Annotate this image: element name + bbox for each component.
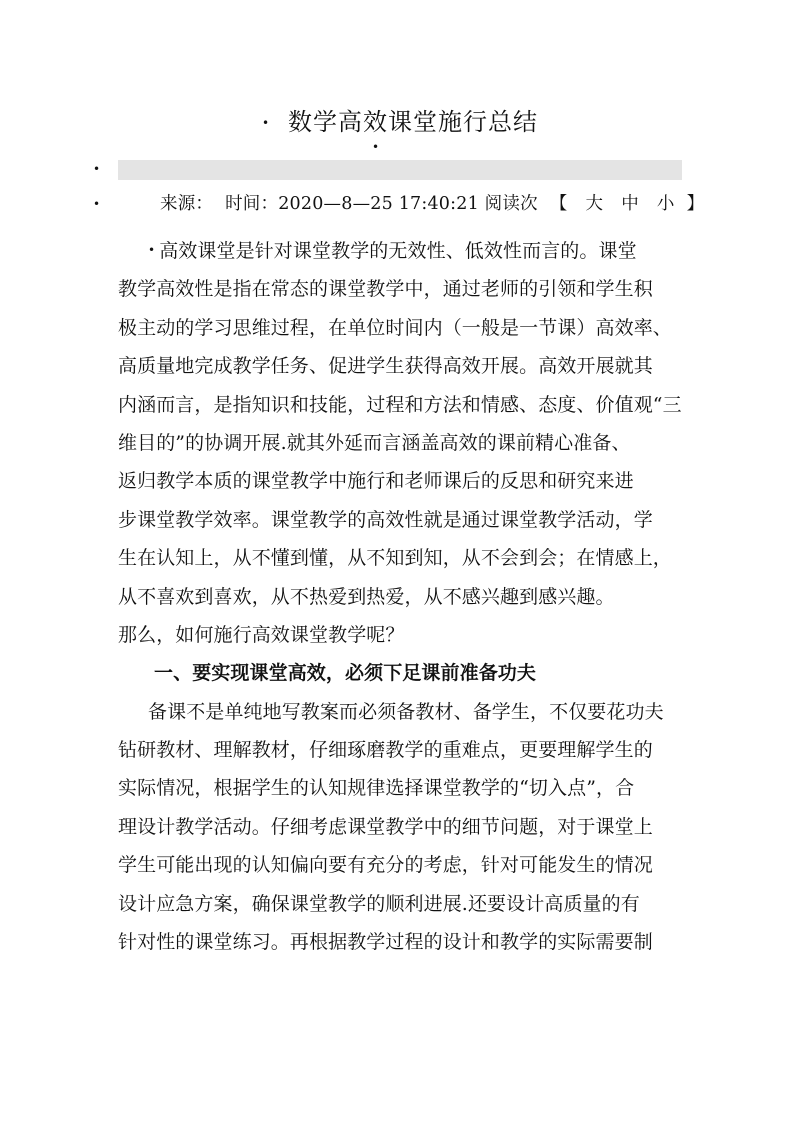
page-title	[0, 102, 800, 137]
paragraph-line: 生在认知上，从不懂到懂，从不知到知，从不会到会；在情感上，	[118, 547, 672, 570]
paragraph-line: 实际情况，根据学生的认知规律选择课堂教学的“切入点”，合	[118, 777, 635, 800]
font-size-small-button[interactable]: 小	[656, 194, 675, 214]
paragraph-line: 维目的”的协调开展.就其外延而言涵盖高效的课前精心准备、	[118, 431, 631, 454]
paragraph-line: 备课不是单纯地写教案而必须备教材、备学生，不仅要花功夫	[148, 700, 664, 723]
source-label: 来源：	[160, 194, 214, 214]
paragraph-line: 极主动的学习思维过程，在单位时间内（一般是一节课）高效率、	[118, 316, 672, 339]
paragraph-line: 步课堂教学效率。课堂教学的高效性就是通过课堂教学活动，学	[118, 508, 653, 531]
bullet-marker: •	[93, 197, 101, 211]
paragraph-line: 内涵而言，是指知识和技能，过程和方法和情感、态度、价值观“三	[118, 393, 682, 416]
section-heading: 一、要实现课堂高效，必须下足课前准备功夫	[154, 662, 537, 685]
font-size-medium-button[interactable]: 中	[621, 194, 639, 214]
article-body	[118, 232, 688, 961]
paragraph-line: 设计应急方案，确保课堂教学的顺利进展.还要设计高质量的有	[118, 892, 640, 915]
paragraph-line: 针对性的课堂练习。再根据教学过程的设计和教学的实际需要制	[118, 931, 653, 954]
bracket-open: 【	[549, 194, 568, 214]
bullet-marker: •	[372, 140, 380, 154]
paragraph-line: 返归教学本质的课堂教学中施行和老师课后的反思和研究来进	[118, 470, 634, 493]
font-size-selector	[550, 194, 717, 214]
bullet-marker: •	[93, 162, 101, 176]
article-meta	[160, 190, 716, 215]
title-bullet: •	[261, 116, 271, 130]
question-line: 那么，如何施行高效课堂教学呢？	[118, 623, 405, 646]
publish-time: 时间：2020—8—25 17:40:21 阅读次	[225, 194, 538, 214]
bracket-close: 】	[686, 194, 705, 214]
paragraph-line: 高质量地完成教学任务、促进学生获得高效开展。高效开展就其	[118, 355, 653, 378]
title-text: 数学高效课堂施行总结	[288, 108, 539, 136]
bullet-marker: •	[148, 243, 156, 257]
paragraph-line: 教学高效性是指在常态的课堂教学中，通过老师的引领和学生积	[118, 278, 653, 301]
paragraph-line: 理设计教学活动。仔细考虑课堂教学中的细节问题，对于课堂上	[118, 815, 653, 838]
paragraph-line: • 高效课堂是针对课堂教学的无效性、低效性而言的。课堂	[148, 240, 637, 262]
paragraph-line: 从不喜欢到喜欢，从不热爱到热爱，从不感兴趣到感兴趣。	[118, 585, 615, 608]
paragraph-line: 学生可能出现的认知偏向要有充分的考虑，针对可能发生的情况	[118, 854, 653, 877]
separator-bar	[118, 160, 682, 180]
paragraph-line: 钻研教材、理解教材，仔细琢磨教学的重难点，更要理解学生的	[118, 739, 653, 762]
font-size-large-button[interactable]: 大	[585, 194, 604, 214]
